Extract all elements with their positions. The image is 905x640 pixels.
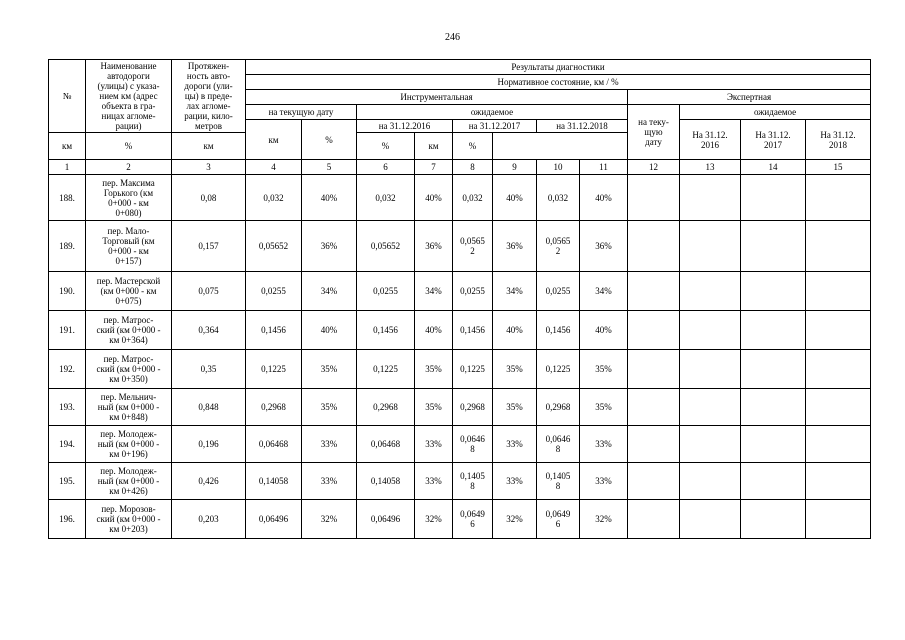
pct-2018: 33%	[580, 463, 628, 500]
road-name: пер. Матрос- ский (км 0+000 - км 0+364)	[86, 311, 172, 350]
expert-empty-cell	[628, 350, 680, 389]
header-km-2016: км	[49, 133, 86, 160]
expert-empty-cell	[806, 350, 871, 389]
km-current: 0,0255	[246, 272, 302, 311]
km-2016: 0,2968	[357, 389, 415, 426]
column-number: 2	[86, 160, 172, 175]
km-2016: 0,06468	[357, 426, 415, 463]
road-length: 0,157	[172, 221, 246, 272]
column-number: 6	[357, 160, 415, 175]
expert-empty-cell	[806, 272, 871, 311]
table-row	[49, 272, 871, 311]
header-length: Протяжен- ность авто- дороги (ули- цы) в преде- лах агломе- рации, кило- метров	[172, 60, 246, 133]
km-current: 0,06496	[246, 500, 302, 539]
pct-2017: 32%	[493, 500, 537, 539]
pct-current: 35%	[302, 350, 357, 389]
expert-empty-cell	[806, 389, 871, 426]
km-2018: 0,0649 6	[537, 500, 580, 539]
row-number: 196.	[49, 500, 86, 539]
row-number: 190.	[49, 272, 86, 311]
header-on-2018: на 31.12.2018	[537, 120, 628, 133]
expert-empty-cell	[741, 426, 806, 463]
expert-empty-cell	[680, 463, 741, 500]
km-2018: 0,032	[537, 175, 580, 221]
header-km-2017: км	[172, 133, 246, 160]
km-current: 0,2968	[246, 389, 302, 426]
header-on-2016: на 31.12.2016	[357, 120, 453, 133]
km-current: 0,1456	[246, 311, 302, 350]
km-2018: 0,0255	[537, 272, 580, 311]
expert-empty-cell	[741, 175, 806, 221]
pct-2017: 40%	[493, 175, 537, 221]
pct-2018: 35%	[580, 389, 628, 426]
expert-empty-cell	[628, 463, 680, 500]
expert-empty-cell	[628, 426, 680, 463]
column-number: 14	[741, 160, 806, 175]
header-current-date: на текущую дату	[246, 105, 357, 120]
km-2016: 0,032	[357, 175, 415, 221]
expert-empty-cell	[680, 175, 741, 221]
pct-2018: 40%	[580, 311, 628, 350]
road-length: 0,203	[172, 500, 246, 539]
km-2017: 0,2968	[453, 389, 493, 426]
column-number: 3	[172, 160, 246, 175]
column-number: 8	[453, 160, 493, 175]
expert-empty-cell	[680, 389, 741, 426]
km-2018: 0,2968	[537, 389, 580, 426]
expert-empty-cell	[806, 221, 871, 272]
pct-current: 32%	[302, 500, 357, 539]
expert-empty-cell	[680, 500, 741, 539]
road-name: пер. Мало- Торговый (км 0+000 - км 0+157)	[86, 221, 172, 272]
pct-2017: 34%	[493, 272, 537, 311]
pct-2016: 33%	[415, 426, 453, 463]
km-2018: 0,1456	[537, 311, 580, 350]
expert-empty-cell	[806, 311, 871, 350]
road-length: 0,08	[172, 175, 246, 221]
pct-2016: 34%	[415, 272, 453, 311]
km-current: 0,14058	[246, 463, 302, 500]
km-current: 0,032	[246, 175, 302, 221]
header-instrumental: Инструментальная	[246, 90, 628, 105]
expert-empty-cell	[806, 175, 871, 221]
expert-empty-cell	[806, 500, 871, 539]
pct-2016: 36%	[415, 221, 453, 272]
km-current: 0,06468	[246, 426, 302, 463]
km-2018: 0,1405 8	[537, 463, 580, 500]
header-exp-2018: На 31.12. 2018	[806, 120, 871, 160]
road-length: 0,364	[172, 311, 246, 350]
km-2017: 0,0646 8	[453, 426, 493, 463]
pct-2017: 36%	[493, 221, 537, 272]
km-2017: 0,032	[453, 175, 493, 221]
expert-empty-cell	[628, 389, 680, 426]
row-number: 193.	[49, 389, 86, 426]
table-row	[49, 221, 871, 272]
table-row	[49, 426, 871, 463]
header-exp-2016: На 31.12. 2016	[680, 120, 741, 160]
road-length: 0,075	[172, 272, 246, 311]
row-number: 191.	[49, 311, 86, 350]
pct-2018: 36%	[580, 221, 628, 272]
header-num: №	[49, 60, 86, 133]
road-length: 0,196	[172, 426, 246, 463]
pct-current: 40%	[302, 311, 357, 350]
pct-2018: 40%	[580, 175, 628, 221]
pct-2017: 35%	[493, 389, 537, 426]
road-name: пер. Молодеж- ный (км 0+000 - км 0+196)	[86, 426, 172, 463]
pct-current: 33%	[302, 463, 357, 500]
pct-2017: 33%	[493, 426, 537, 463]
road-length: 0,426	[172, 463, 246, 500]
pct-2018: 34%	[580, 272, 628, 311]
column-number: 13	[680, 160, 741, 175]
road-name: пер. Матрос- ский (км 0+000 - км 0+350)	[86, 350, 172, 389]
expert-empty-cell	[741, 389, 806, 426]
column-number: 1	[49, 160, 86, 175]
table-row	[49, 311, 871, 350]
column-number: 4	[246, 160, 302, 175]
row-number: 194.	[49, 426, 86, 463]
column-number: 5	[302, 160, 357, 175]
pct-2016: 35%	[415, 350, 453, 389]
expert-empty-cell	[680, 221, 741, 272]
pct-current: 35%	[302, 389, 357, 426]
column-number: 9	[493, 160, 537, 175]
pct-2016: 35%	[415, 389, 453, 426]
km-2017: 0,1225	[453, 350, 493, 389]
header-pct-2017: %	[357, 133, 415, 160]
table-row	[49, 350, 871, 389]
km-2017: 0,0255	[453, 272, 493, 311]
header-km-current: км	[246, 120, 302, 160]
km-2018: 0,0646 8	[537, 426, 580, 463]
km-2016: 0,0255	[357, 272, 415, 311]
km-2017: 0,1405 8	[453, 463, 493, 500]
pct-2016: 32%	[415, 500, 453, 539]
row-number: 192.	[49, 350, 86, 389]
expert-empty-cell	[628, 500, 680, 539]
km-2018: 0,1225	[537, 350, 580, 389]
pct-current: 34%	[302, 272, 357, 311]
road-length: 0,35	[172, 350, 246, 389]
pct-2017: 40%	[493, 311, 537, 350]
expert-empty-cell	[741, 463, 806, 500]
table-row	[49, 175, 871, 221]
row-number: 195.	[49, 463, 86, 500]
km-2017: 0,0649 6	[453, 500, 493, 539]
header-normative: Нормативное состояние, км / %	[246, 75, 871, 90]
row-number: 189.	[49, 221, 86, 272]
header-pct-2018: %	[453, 133, 493, 160]
column-number: 15	[806, 160, 871, 175]
km-2016: 0,1456	[357, 311, 415, 350]
road-length: 0,848	[172, 389, 246, 426]
pct-2016: 40%	[415, 311, 453, 350]
page-number: 246	[445, 32, 460, 43]
pct-current: 36%	[302, 221, 357, 272]
column-number: 11	[580, 160, 628, 175]
column-number: 12	[628, 160, 680, 175]
road-name: пер. Мастерской (км 0+000 - км 0+075)	[86, 272, 172, 311]
pct-current: 40%	[302, 175, 357, 221]
expert-empty-cell	[628, 175, 680, 221]
road-name: пер. Мельнич- ный (км 0+000 - км 0+848)	[86, 389, 172, 426]
expert-empty-cell	[680, 311, 741, 350]
expert-empty-cell	[741, 311, 806, 350]
pct-2017: 35%	[493, 350, 537, 389]
expert-empty-cell	[628, 311, 680, 350]
header-km-2018: км	[415, 133, 453, 160]
pct-2018: 35%	[580, 350, 628, 389]
table-row	[49, 463, 871, 500]
header-expert: Экспертная	[628, 90, 871, 105]
pct-2017: 33%	[493, 463, 537, 500]
expert-empty-cell	[680, 350, 741, 389]
expert-empty-cell	[680, 272, 741, 311]
km-2016: 0,14058	[357, 463, 415, 500]
expert-empty-cell	[741, 272, 806, 311]
expert-empty-cell	[806, 426, 871, 463]
expert-empty-cell	[628, 221, 680, 272]
expert-empty-cell	[628, 272, 680, 311]
header-road-name: Наименование автодороги (улицы) с указа- нием км (адрес объекта в гра- ницах агломе- рации)	[86, 60, 172, 133]
expert-empty-cell	[806, 463, 871, 500]
km-2016: 0,06496	[357, 500, 415, 539]
header-on-2017: на 31.12.2017	[453, 120, 537, 133]
column-number: 7	[415, 160, 453, 175]
road-name: пер. Молодеж- ный (км 0+000 - км 0+426)	[86, 463, 172, 500]
table-row	[49, 500, 871, 539]
km-current: 0,05652	[246, 221, 302, 272]
pct-2018: 32%	[580, 500, 628, 539]
road-name: пер. Морозов- ский (км 0+000 - км 0+203)	[86, 500, 172, 539]
diagnostics-table	[48, 59, 871, 539]
row-number: 188.	[49, 175, 86, 221]
expert-empty-cell	[741, 221, 806, 272]
table-row	[49, 389, 871, 426]
km-2017: 0,0565 2	[453, 221, 493, 272]
pct-2016: 40%	[415, 175, 453, 221]
km-2017: 0,1456	[453, 311, 493, 350]
km-2018: 0,0565 2	[537, 221, 580, 272]
expert-empty-cell	[741, 500, 806, 539]
header-results: Результаты диагностики	[246, 60, 871, 75]
pct-2018: 33%	[580, 426, 628, 463]
header-exp-2017: На 31.12. 2017	[741, 120, 806, 160]
km-2016: 0,1225	[357, 350, 415, 389]
road-name: пер. Максима Горького (км 0+000 - км 0+080)	[86, 175, 172, 221]
header-pct-2016: %	[86, 133, 172, 160]
expert-empty-cell	[680, 426, 741, 463]
km-current: 0,1225	[246, 350, 302, 389]
expert-empty-cell	[741, 350, 806, 389]
column-number: 10	[537, 160, 580, 175]
header-expert-current: на теку- щую дату	[628, 105, 680, 160]
pct-current: 33%	[302, 426, 357, 463]
header-pct-current: %	[302, 120, 357, 160]
pct-2016: 33%	[415, 463, 453, 500]
km-2016: 0,05652	[357, 221, 415, 272]
header-expert-expected: ожидаемое	[680, 105, 871, 120]
header-expected: ожидаемое	[357, 105, 628, 120]
